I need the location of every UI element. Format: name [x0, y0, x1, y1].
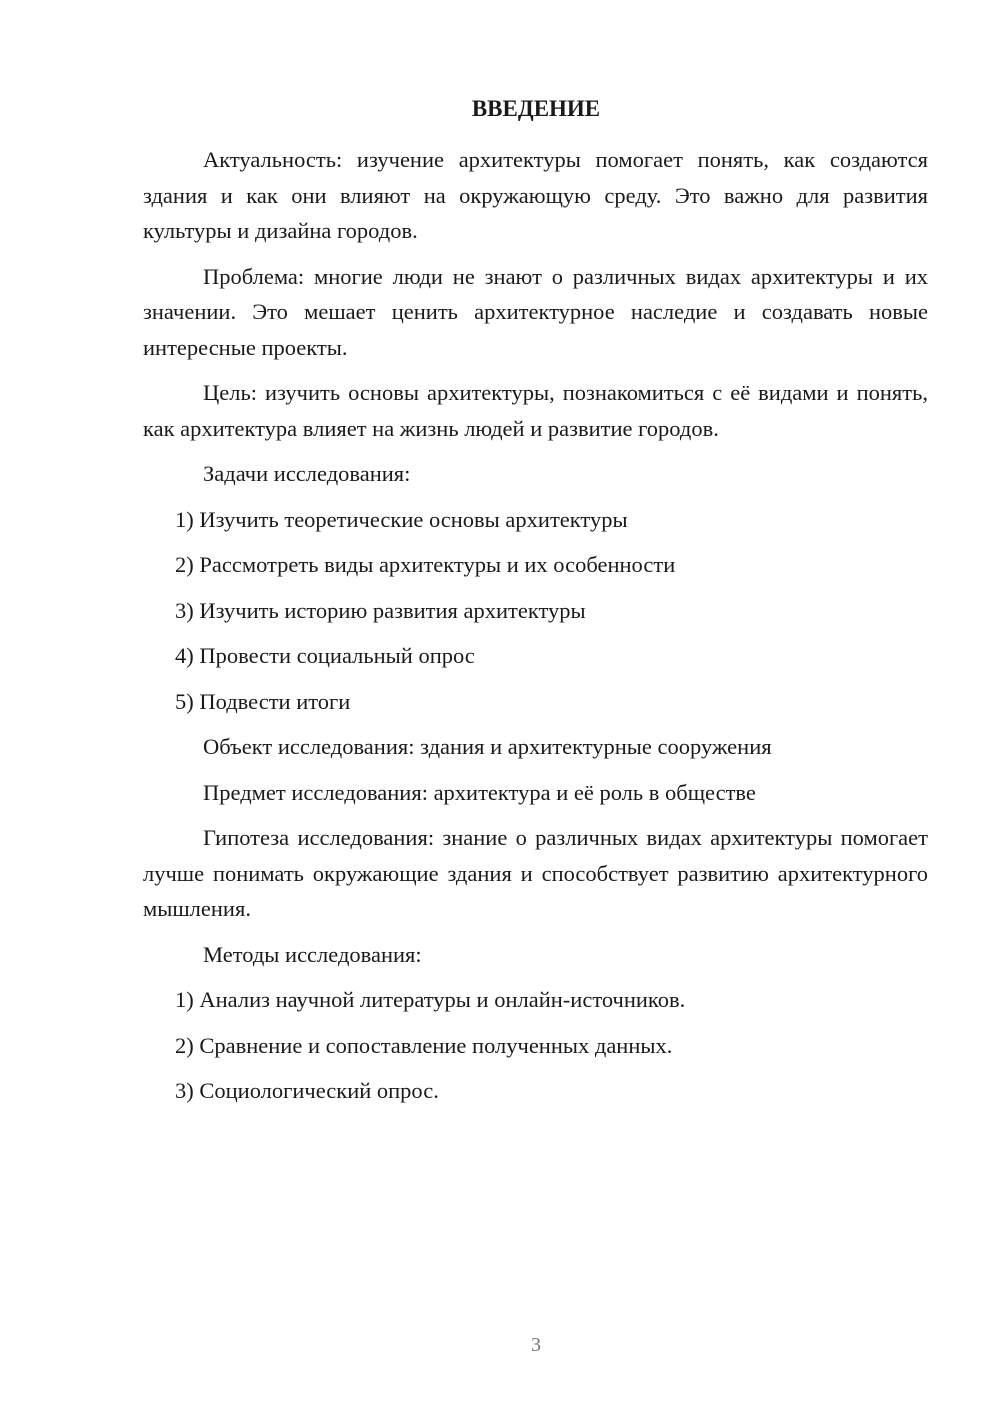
task-item-4: 4) Провести социальный опрос — [175, 643, 475, 668]
method-item-2: 2) Сравнение и сопоставление полученных данных. — [175, 1032, 673, 1058]
goal-paragraph: Цель: изучить основы архитектуры, познакомиться с её видами и понять, как архитектура влияет на жизнь людей и развитие городов. — [143, 380, 928, 441]
problem-paragraph: Проблема: многие люди не знают о различных видах архитектуры и их значении. Это мешает ценить архитектурное наследие и создавать новые интересные проекты. — [143, 263, 928, 360]
task-item-5: 5) Подвести итоги — [175, 688, 351, 714]
page-number: 3 — [531, 1334, 541, 1356]
subject-paragraph: Предмет исследования: архитектура и её роль в обществе — [203, 779, 756, 805]
page-title: ВВЕДЕНИЕ — [471, 96, 601, 121]
document-body — [143, 142, 928, 1119]
methods-heading: Методы исследования: — [203, 941, 422, 967]
object-paragraph: Объект исследования: здания и архитектурные сооружения — [203, 734, 772, 759]
tasks-heading: Задачи исследования: — [203, 461, 411, 486]
hypothesis-paragraph: Гипотеза исследования: знание о различных видах архитектуры помогает лучше понимать окружающие здания и способствует развитию архитектурного мышления. — [143, 825, 928, 921]
task-item-3: 3) Изучить историю развития архитектуры — [175, 597, 586, 623]
method-item-1: 1) Анализ научной литературы и онлайн-источников. — [175, 987, 686, 1012]
task-item-1: 1) Изучить теоретические основы архитектуры — [175, 506, 628, 532]
relevance-paragraph: Актуальность: изучение архитектуры помогает понять, как создаются здания и как они влияют на окружающую среду. Это важно для развития культуры и дизайна городов. — [143, 147, 928, 243]
method-item-3: 3) Социологический опрос. — [175, 1078, 439, 1103]
task-item-2: 2) Рассмотреть виды архитектуры и их особенности — [175, 552, 676, 577]
